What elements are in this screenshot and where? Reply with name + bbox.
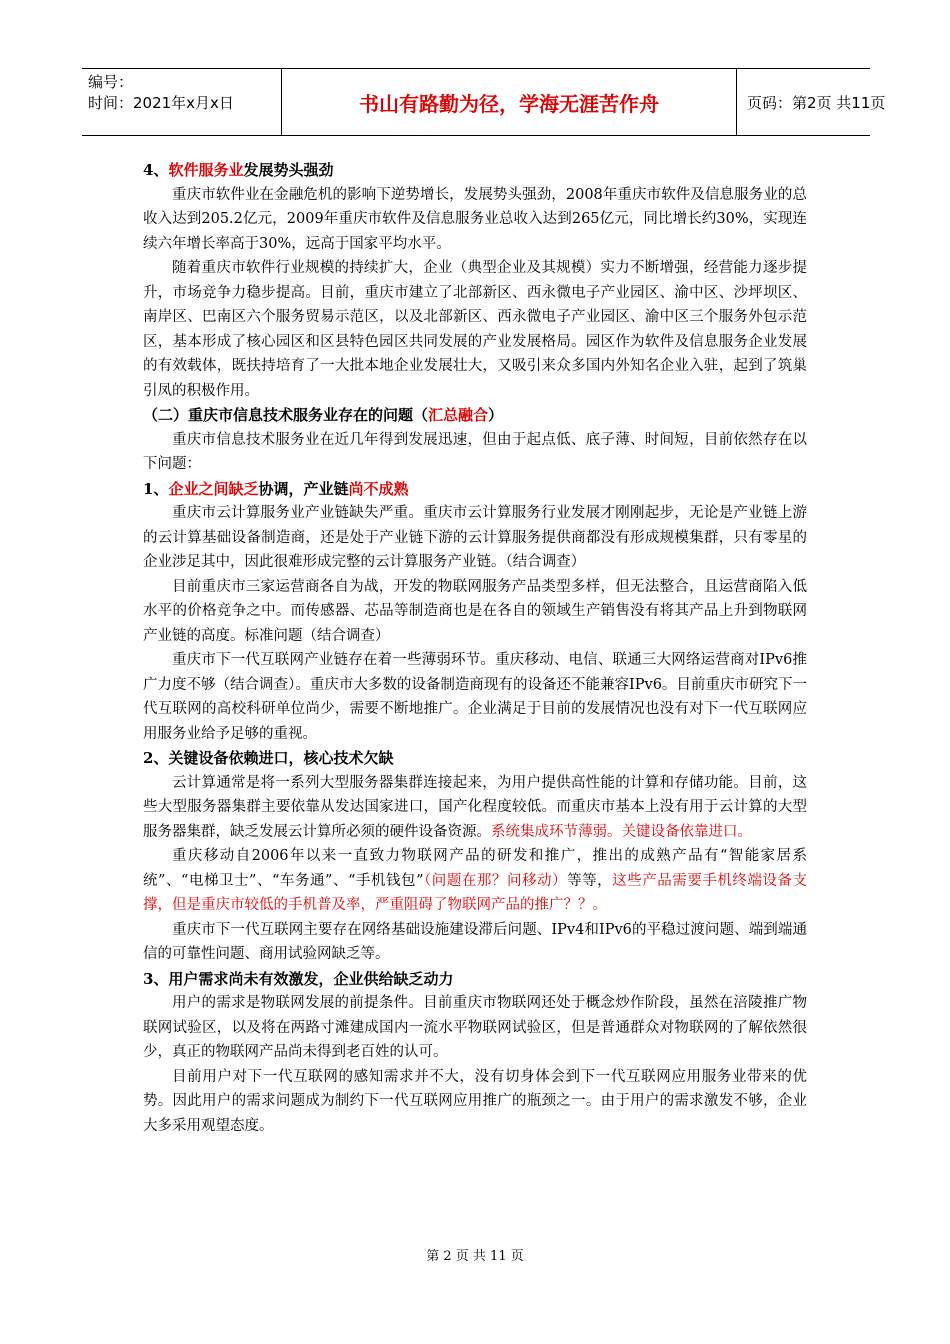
paragraph-annotation: 系统集成环节薄弱。关键设备依靠进口。: [491, 823, 752, 840]
heading-text: 协调，产业链: [258, 479, 349, 498]
document-number-label: 编号：: [88, 73, 134, 91]
paragraph-text: 等等，: [567, 872, 613, 889]
section-heading: [143, 477, 807, 502]
part-heading: [143, 403, 807, 428]
paragraph: 随着重庆市软件行业规模的持续扩大，企业（典型企业及其规模）实力不断增强，经营能力逐步提升，市场竞争力稳步提高。目前，重庆市建立了北部新区、西永微电子产业园区、渝中区、沙坪坝区、南岸区、巴南区六个服务贸易示范区，以及北部新区、西永微电子产业园区、渝中区三个服务外包示范区，基本形成了核心园区和区县特色园区共同发展的产业发展格局。园区作为软件及信息服务企业发展的有效载体，既扶持培育了一大批本地企业发展壮大，又吸引来众多国内外知名企业入驻，起到了筑巢引凤的积极作用。: [143, 260, 807, 399]
document-date-label: 时间：2021年x月x日: [88, 94, 234, 112]
section-heading: 3、用户需求尚未有效激发，企业供给缺乏动力: [143, 969, 454, 988]
paragraph-annotation: （问题在那？问移动）: [423, 872, 568, 889]
paragraph: [143, 771, 807, 845]
paragraph-text: 重庆移动自2006年以来一直致力物联网产品的研发和推广，推出的成熟产品有“智能家居系统”、“电梯卫士”、“车务通”、“手机钱包”: [143, 848, 807, 889]
heading-text: ）: [488, 406, 504, 424]
paragraph: 用户的需求是物联网发展的前提条件。目前重庆市物联网还处于概念炒作阶段，虽然在涪陵推广物联网试验区，以及将在两路寸滩建成国内一流水平物联网试验区，但是普通群众对物联网的了解依然很少，真正的物联网产品尚未得到老百姓的认可。: [143, 995, 807, 1060]
heading-highlight: 尚不成熟: [348, 479, 409, 498]
paragraph: 目前用户对下一代互联网的感知需求并不大，没有切身体会到下一代互联网应用服务业带来的优势。因此用户的需求问题成为制约下一代互联网应用推广的瓶颈之一。由于用户的需求激发不够，企业大多采用观望态度。: [143, 1068, 807, 1134]
heading-text: （二）重庆市信息技术服务业存在的问题（: [143, 406, 429, 424]
paragraph: [143, 844, 807, 918]
paragraph: 重庆市下一代互联网产业链存在着一些薄弱环节。重庆移动、电信、联通三大网络运营商对IPv6推广力度不够（结合调查）。重庆市大多数的设备制造商现有的设备还不能兼容IPv6。目前重庆市研究下一代互联网的高校科研单位尚少，需要不断地推广。企业满足于目前的发展情况也没有对下一代互联网应用服务业给予足够的重视。: [143, 652, 807, 742]
paragraph: 重庆市下一代互联网主要存在网络基础设施建设滞后问题、IPv4和IPv6的平稳过渡问题、端到端通信的可靠性问题、商用试验网缺乏等。: [143, 921, 807, 962]
page-footer: 第 2 页 共 11 页: [426, 1249, 524, 1264]
paragraph-text: 云计算通常是将一系列大型服务器集群连接起来，为用户提供高性能的计算和存储功能。目前，这些大型服务器集群主要依靠从发达国家进口，国产化程度较低。而重庆市基本上没有用于云计算的大型服务器集群，缺乏发展云计算所必须的硬件设备资源。: [143, 774, 807, 840]
section-heading: [143, 158, 807, 183]
heading-number: 1、: [143, 479, 169, 498]
paragraph: 目前重庆市三家运营商各自为战，开发的物联网服务产品类型多样，但无法整合，且运营商陷入低水平的价格竞争之中。而传感器、芯品等制造商也是在各自的领域生产销售没有将其产品上升到物联网产业链的高度。标准问题（结合调查）: [143, 578, 807, 644]
header-page-number: 页码：第2页 共11页: [747, 93, 886, 112]
document-body: [143, 158, 807, 1138]
page-header: [82, 68, 886, 136]
heading-highlight: 汇总融合: [428, 406, 489, 424]
heading-number: 4、: [143, 161, 169, 179]
paragraph-annotation: 这些产品需要手机终端设备支撑，但是重庆市较低的手机普及率，严重阻碍了物联网产品的推广？？。: [143, 872, 808, 913]
heading-highlight: 软件服务业: [168, 161, 244, 179]
header-meta: [82, 69, 282, 135]
heading-text: 发展势头强劲: [243, 161, 334, 179]
paragraph: 重庆市软件业在金融危机的影响下逆势增长，发展势头强劲，2008年重庆市软件及信息服务业的总收入达到205.2亿元，2009年重庆市软件及信息服务业总收入达到265亿元，同比增长约30%，实现连续六年增长率高于30%，远高于国家平均水平。: [143, 186, 807, 252]
header-motto: 书山有路勤为径，学海无涯苦作舟: [282, 69, 737, 135]
heading-highlight: 企业之间缺乏: [168, 479, 259, 498]
paragraph: 重庆市云计算服务业产业链缺失严重。重庆市云计算服务行业发展才刚刚起步，无论是产业链上游的云计算基础设备制造商，还是处于产业链下游的云计算服务提供商都没有形成规模集群，只有零星的企业涉足其中，因此很难形成完整的云计算服务产业链。（结合调查）: [143, 505, 807, 570]
paragraph: 重庆市信息技术服务业在近几年得到发展迅速，但由于起点低、底子薄、时间短，目前依然存在以下问题：: [143, 431, 807, 472]
section-heading: 2、关键设备依赖进口，核心技术欠缺: [143, 749, 394, 767]
